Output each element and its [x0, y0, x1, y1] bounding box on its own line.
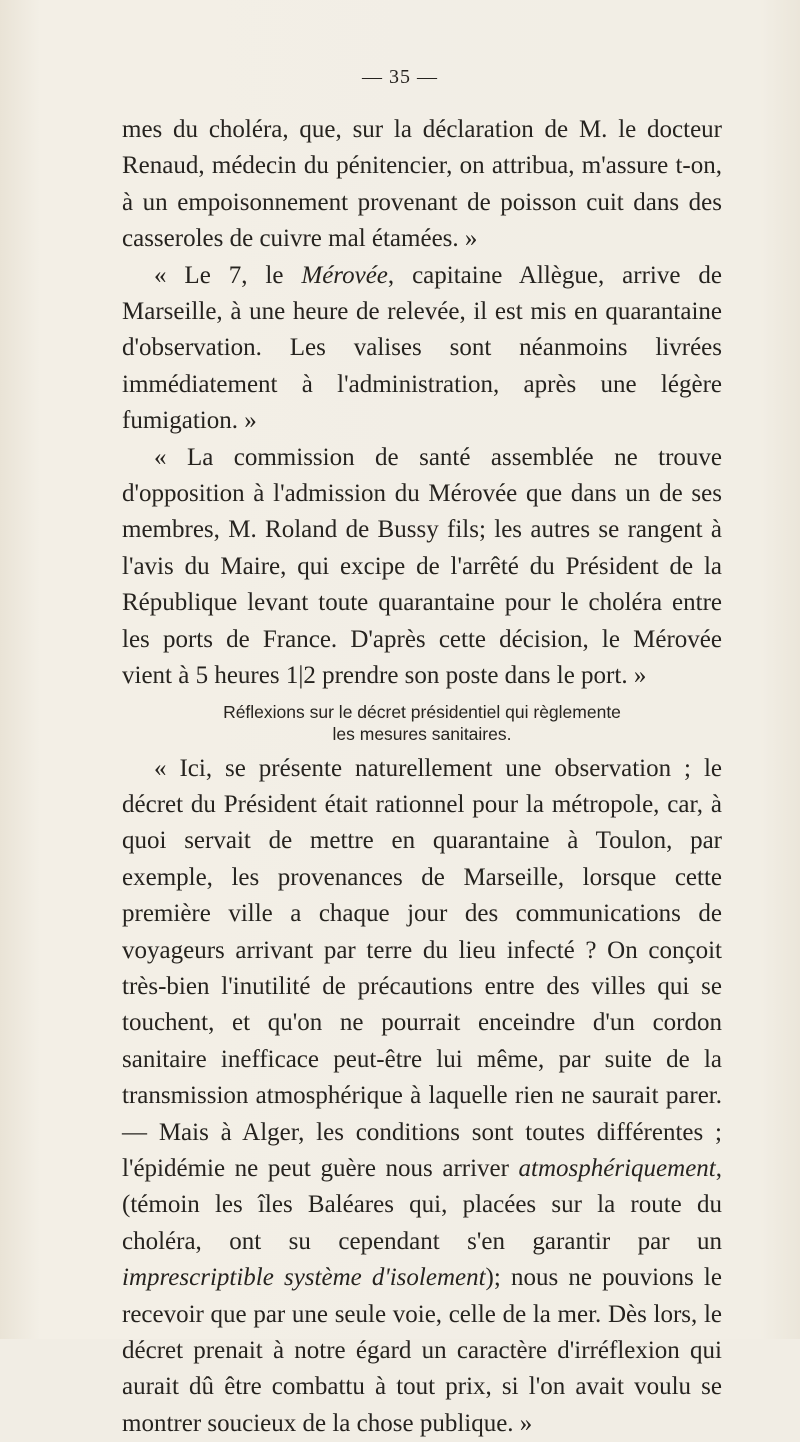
paragraph-2-after: , capitaine Allègue, arrive de Marseille, à une heure de relevée, il est mis en quarantaine d'observation. Les valises sont néanmoins livrées immédiatement à l'administration, après une légère fumigation. »	[122, 262, 722, 435]
side-note-line-2: les mesures sanitaires.	[192, 723, 652, 745]
side-note-heading	[122, 701, 722, 745]
paragraph-4-part-2: , (témoin les îles Baléares qui, placées sur la route du choléra, ont su cependant s'en garantir par un	[122, 1155, 722, 1255]
side-note-line-1: Réflexions sur le décret présidentiel qui règlemente	[192, 701, 652, 723]
ship-name-italic: Mérovée	[301, 262, 388, 289]
paragraph-2	[122, 258, 722, 440]
paragraph-4	[122, 751, 722, 1442]
paragraph-3: « La commission de santé assemblée ne trouve d'opposition à l'admission du Mérovée que dans un de ses membres, M. Roland de Bussy fils; les autres se rangent à l'avis du Maire, qui excipe de l'arrêté du Président de la République levant toute quarantaine pour le choléra entre les ports de France. D'après cette décision, le Mérovée vient à 5 heures 1|2 prendre son poste dans le port. »	[122, 440, 722, 695]
paragraph-4-part-3: ); nous ne pouvions le recevoir que par une seule voie, celle de la mer. Dès lors, le décret prenait à notre égard un caractère d'irréflexion qui aurait dû être combattu à tout prix, si l'on avait voulu se montrer soucieux de la chose publique. »	[122, 1264, 722, 1437]
paragraph-2-before: « Le 7, le	[154, 262, 301, 289]
paragraph-4-part-1: « Ici, se présente naturellement une observation ; le décret du Président était rationnel pour la métropole, car, à quoi servait de mettre en quarantaine à Toulon, par exemple, les provenances de Marseille, lorsque cette première ville a chaque jour des communications de voyageurs arrivant par terre du lieu infecté ? On conçoit très-bien l'inutilité de précautions entre des villes qui se touchent, et qu'on ne pourrait enceindre d'un cordon sanitaire inefficace peut-être lui même, par suite de la transmission atmosphérique à laquelle rien ne saurait parer. — Mais à Alger, les conditions sont toutes différentes ; l'épidémie ne peut guère nous arriver	[122, 755, 722, 1182]
paragraph-4-italic-1: atmosphériquement	[519, 1155, 716, 1182]
page-number: — 35 —	[0, 66, 800, 89]
body-text	[122, 112, 722, 1442]
paragraph-4-italic-2: imprescriptible système d'isolement	[122, 1264, 486, 1291]
paragraph-1: mes du choléra, que, sur la déclaration de M. le docteur Renaud, médecin du pénitencier, on attribua, m'assure t-on, à un empoisonnement provenant de poisson cuit dans des casseroles de cuivre mal étamées. »	[122, 112, 722, 258]
